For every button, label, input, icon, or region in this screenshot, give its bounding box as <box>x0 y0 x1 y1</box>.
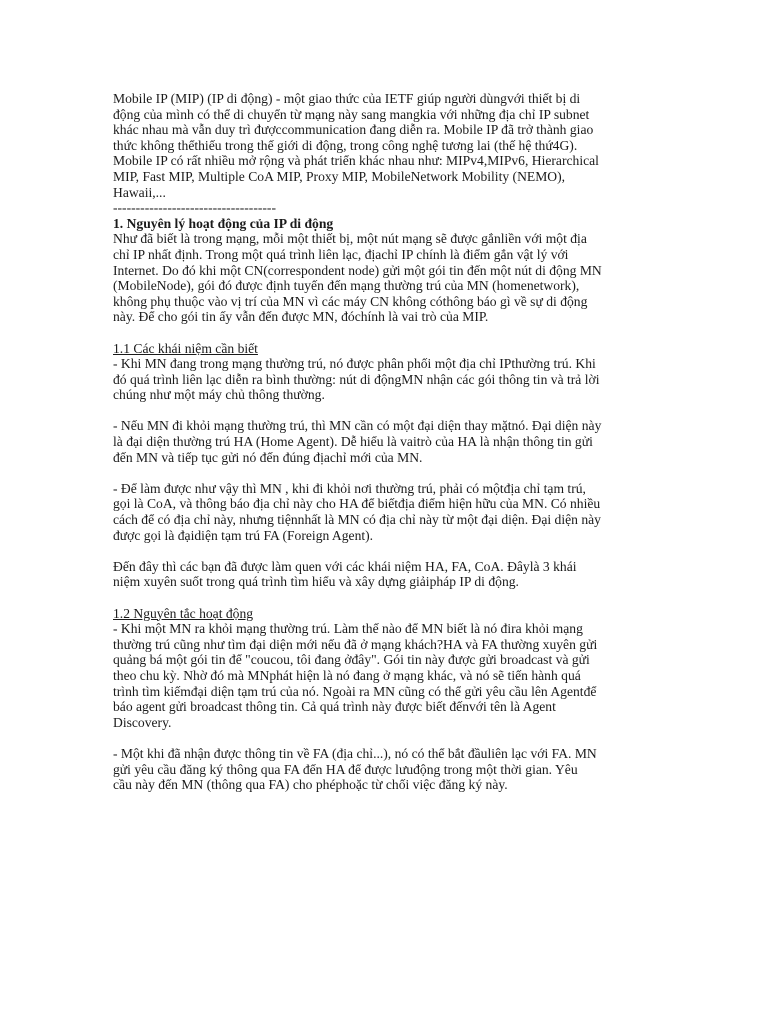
text-line: - Khi MN đang trong mạng thường trú, nó được phân phối một địa chỉ IPthường trú. Khi <box>113 356 596 372</box>
intro-paragraph <box>113 91 658 200</box>
paragraph-gap <box>113 465 658 481</box>
text-line: MIP, Fast MIP, Multiple CoA MIP, Proxy MIP, MobileNetwork Mobility (NEMO), <box>113 168 566 184</box>
section-heading: 1. Nguyên lý hoạt động của IP di động <box>113 215 334 231</box>
text-line: Mobile IP (MIP) (IP di động) - một giao thức của IETF giúp người dùngvới thiết bị di <box>113 91 581 106</box>
text-line: Hawaii,... <box>113 184 166 200</box>
text-line: này. Để cho gói tin ấy vẫn đến được MN, đóchính là vai trò của MIP. <box>113 309 489 325</box>
text-line: được gọi là đạidiện tạm trú FA (Foreign Agent). <box>113 527 374 543</box>
paragraph-gap <box>113 543 658 559</box>
text-line: Mobile IP có rất nhiều mở rộng và phát triển khác nhau như: MIPv4,MIPv6, Hierarchical <box>113 153 599 169</box>
text-line: Discovery. <box>113 714 172 730</box>
subsection-heading: 1.1 Các khái niệm cần biết <box>113 340 258 356</box>
paragraph-gap <box>113 590 658 606</box>
section-1-1-paragraph-2 <box>113 418 658 465</box>
section-1-2 <box>113 606 658 731</box>
text-line: - Để làm được như vậy thì MN , khi đi khỏi nơi thường trú, phải có mộtđịa chỉ tạm trú, <box>113 480 586 496</box>
text-line: gọi là CoA, và thông báo địa chỉ này cho HA để biếtđịa điểm hiện hữu của MN. Có nhiều <box>113 496 601 512</box>
text-line: khác nhau mà vẫn duy trì đượccommunication đang diễn ra. Mobile IP đã trở thành giao <box>113 122 594 138</box>
text-line: quảng bá một gói tin để "coucou, tôi đang ởđây". Gói tin này được gửi broadcast và gửi <box>113 652 590 668</box>
section-1-1-paragraph-3 <box>113 481 658 543</box>
text-line: Đến đây thì các bạn đã được làm quen với các khái niệm HA, FA, CoA. Đâylà 3 khái <box>113 558 577 574</box>
text-line: - Nếu MN đi khỏi mạng thường trú, thì MN cần có một đại diện thay mặtnó. Đại diện này <box>113 418 602 434</box>
text-line: không phụ thuộc vào vị trí của MN vì các máy CN không cóthông báo gì về sự di động <box>113 293 588 309</box>
text-line: đó quá trình liên lạc diễn ra bình thường: nút di độngMN nhận các gói thông tin và trả lời <box>113 371 600 387</box>
text-line: động của mình có thể di chuyển từ mạng này sang mangkia với những địa chỉ IP subnet <box>113 106 590 122</box>
section-1-1-paragraph-4 <box>113 559 658 590</box>
section-1 <box>113 216 658 325</box>
paragraph-gap <box>113 325 658 341</box>
text-line: chúng như một máy chủ thông thường. <box>113 387 325 403</box>
separator-line: ------------------------------------ <box>113 200 276 216</box>
text-line: - Khi một MN ra khỏi mạng thường trú. Làm thế nào để MN biết là nó đira khỏi mạng <box>113 621 583 637</box>
text-line: cách để có địa chỉ này, nhưng tiệnnhất là MN có địa chỉ này từ một đại diện. Đại diện này <box>113 512 601 528</box>
text-line: (MobileNode), gói đó được định tuyến đến mạng thường trú của MN (homenetwork), <box>113 278 580 294</box>
text-line: cầu này đến MN (thông qua FA) cho phéphoặc từ chối việc đăng ký này. <box>113 777 508 793</box>
text-line: Internet. Do đó khi một CN(correspondent node) gửi một gói tin đến một nút di động MN <box>113 262 602 278</box>
text-line: trình tìm kiếmđại diện tạm trú của nó. Ngoài ra MN cũng có thể gửi yêu cầu lên Agentđể <box>113 683 597 699</box>
text-line: báo agent gửi broadcast thông tin. Cả quá trình này được biết đếnvới tên là Agent <box>113 699 556 715</box>
section-1-1 <box>113 341 658 403</box>
document-page <box>113 91 658 793</box>
paragraph-gap <box>113 403 658 419</box>
text-line: - Một khi đã nhận được thông tin về FA (địa chỉ...), nó có thể bắt đầuliên lạc với FA. MN <box>113 745 597 761</box>
text-line: Như đã biết là trong mạng, mỗi một thiết bị, một nút mạng sẽ được gắnliền với một địa <box>113 231 587 247</box>
paragraph-gap <box>113 730 658 746</box>
text-line: theo chu kỳ. Nhờ đó mà MNphát hiện là nó đang ở mạng khác, và nó sẽ tiến hành quá <box>113 667 581 683</box>
text-line: là đại diện thường trú HA (Home Agent). Dễ hiểu là vaitrò của HA là nhận thông tin gửi <box>113 434 593 450</box>
text-line: gửi yêu cầu đăng ký thông qua FA đến HA để được lưuđộng trong một thời gian. Yêu <box>113 761 578 777</box>
section-1-2-paragraph-2 <box>113 746 658 793</box>
text-line: thức không thểthiếu trong thế giới di động, trong công nghệ tương lai (thế hệ thứ4G). <box>113 137 578 153</box>
text-line: niệm xuyên suốt trong quá trình tìm hiểu và xây dựng giảipháp IP di động. <box>113 574 519 590</box>
text-line: chỉ IP nhất định. Trong một quá trình liên lạc, địachỉ IP chính là điểm gắn vật lý với <box>113 246 569 262</box>
text-line: đến MN và tiếp tục gửi nó đến đúng địachỉ mới của MN. <box>113 449 423 465</box>
text-line: thường trú cũng như tìm đại diện mới nếu đã ở mạng khách?HA và FA thường xuyên gửi <box>113 636 598 652</box>
subsection-heading: 1.2 Nguyên tắc hoạt động <box>113 605 254 621</box>
